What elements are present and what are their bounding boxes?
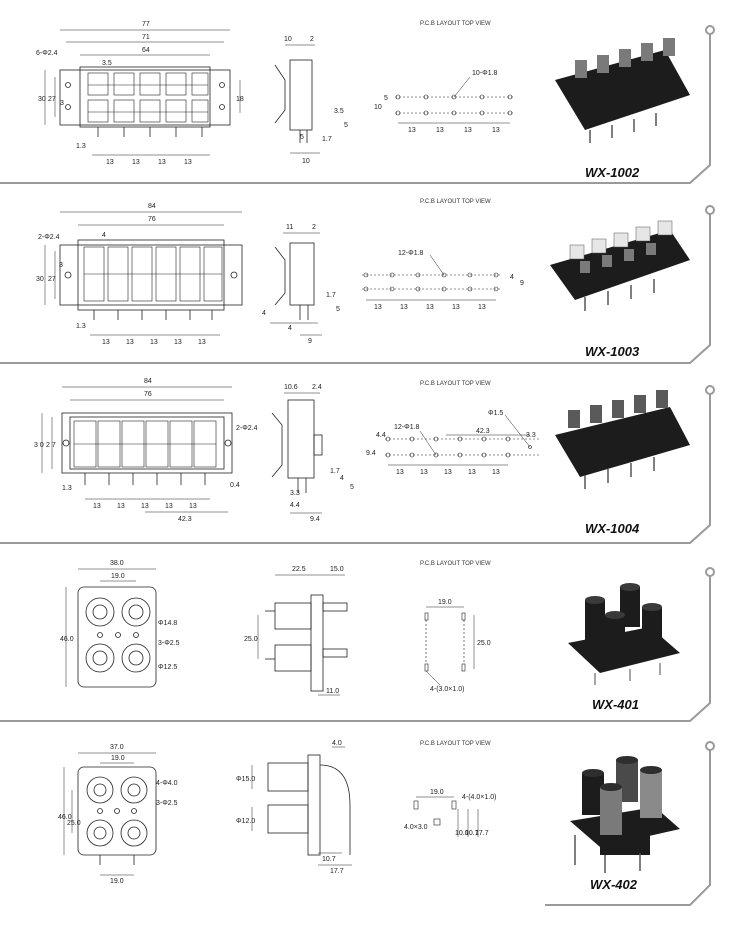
pcb-pitch: 13	[492, 127, 500, 134]
dim-side-b2: 4.4	[290, 502, 300, 509]
dim-hole: 2-Φ2.4	[236, 425, 258, 432]
wx-401-drawing	[0, 545, 730, 725]
section-wx-402	[0, 725, 730, 905]
pcb-width: 19.0	[438, 599, 452, 606]
pcb-layout-header: P.C.B LAYOUT TOP VIEW	[420, 199, 491, 205]
dim-side-top1: 10	[284, 36, 292, 43]
dim-side-height: 25.0	[244, 636, 258, 643]
pcb-layout-header: P.C.B LAYOUT TOP VIEW	[420, 21, 491, 27]
pcb-pitch: 13	[420, 469, 428, 476]
wx-1003-drawing	[0, 185, 730, 365]
dim-pitch: 13	[93, 503, 101, 510]
product-photo	[555, 390, 690, 489]
wx-1004-drawing	[0, 365, 730, 545]
dim-pitch: 13	[126, 339, 134, 346]
pcb-v3: 3.3	[526, 432, 536, 439]
pcb-layout	[395, 77, 515, 123]
side-view	[258, 575, 347, 695]
product-photo	[550, 221, 690, 311]
dim-pitch: 13	[106, 159, 114, 166]
dim-diameter-2: 3-Φ2.5	[158, 640, 180, 647]
pcb-pitch: 13	[400, 304, 408, 311]
dim-pitch: 13	[189, 503, 197, 510]
dim-side-b1: 10.7	[322, 856, 336, 863]
pcb-layout-header: P.C.B LAYOUT TOP VIEW	[420, 381, 491, 387]
pcb-span: 42.3	[476, 428, 490, 435]
pcb-v1: 10.0	[455, 830, 469, 837]
model-name: WX-1003	[585, 344, 640, 359]
pcb-layout-header: P.C.B LAYOUT TOP VIEW	[420, 741, 491, 747]
section-wx-1004	[0, 365, 730, 545]
dim-pin-offset: 1.3	[76, 323, 86, 330]
dim-side-b1: 4	[262, 310, 266, 317]
pcb-pitch: 13	[464, 127, 472, 134]
dim-height-outer: 30	[36, 276, 44, 283]
dim-diameter-3: Φ12.5	[158, 664, 178, 671]
pcb-slot-spec-2: 4.0×3.0	[404, 824, 428, 831]
dim-height-outer: 30	[38, 96, 46, 103]
dim-pitch: 13	[132, 159, 140, 166]
dim-side-b3: 9.4	[310, 516, 320, 523]
dim-side-r1: 1.7	[326, 292, 336, 299]
dim-small: 3.5	[102, 60, 112, 67]
pcb-pitch: 13	[492, 469, 500, 476]
pcb-slot-spec: 4-(3.0×1.0)	[430, 686, 465, 693]
dim-side-d1: Φ15.0	[236, 776, 256, 783]
pcb-pitch: 13	[436, 127, 444, 134]
dim-width-inner: 19.0	[111, 573, 125, 580]
pcb-layout	[362, 255, 502, 300]
dim-height-small: 3	[59, 262, 63, 269]
pcb-hole-spec: 10-Φ1.8	[472, 70, 498, 77]
dim-side-r1: 1.7	[330, 468, 340, 475]
pcb-v1: 4	[510, 274, 514, 281]
pcb-hole-spec: 12-Φ1.8	[398, 250, 424, 257]
pcb-v1: 5	[384, 95, 388, 102]
front-view	[42, 387, 232, 512]
dim-pitch: 13	[184, 159, 192, 166]
wx-402-drawing	[0, 725, 730, 925]
dim-width-inner: 19.0	[111, 755, 125, 762]
section-wx-401	[0, 545, 730, 725]
side-view	[270, 233, 322, 335]
dim-side-r2: 4	[340, 475, 344, 482]
dim-pitch: 13	[117, 503, 125, 510]
section-wx-1002	[0, 5, 730, 185]
dim-side-r2: 5	[336, 306, 340, 313]
dim-side-d2: Φ12.0	[236, 818, 256, 825]
section-wx-1003	[0, 185, 730, 365]
dim-pitch: 13	[198, 339, 206, 346]
model-name: WX-1004	[585, 521, 640, 536]
dim-height-outer: 46.0	[58, 814, 72, 821]
dim-side-r3: 5	[350, 484, 354, 491]
pcb-pitch: 13	[468, 469, 476, 476]
dim-pitch: 13	[141, 503, 149, 510]
product-photo	[568, 583, 680, 685]
dim-overall-width: 77	[142, 21, 150, 28]
dim-height-inner: 25.0	[67, 820, 81, 827]
dim-diameter-2: 3-Φ2.5	[156, 800, 178, 807]
dim-side-b1: 5	[300, 134, 304, 141]
dim-side-b2: 1.7	[322, 136, 332, 143]
dim-side-top2: 2	[310, 36, 314, 43]
pcb-pitch: 13	[374, 304, 382, 311]
dim-pitch: 13	[165, 503, 173, 510]
dim-height-small: 3	[60, 100, 64, 107]
dim-inner-width: 64	[142, 47, 150, 54]
pcb-v2: 10.7	[465, 830, 479, 837]
dim-pitch: 13	[158, 159, 166, 166]
front-view	[45, 212, 242, 335]
dim-side-r2: 5	[344, 122, 348, 129]
front-view	[66, 569, 156, 687]
pcb-pitch: 13	[396, 469, 404, 476]
pcb-pitch: 13	[478, 304, 486, 311]
dim-side-top1: 22.5	[292, 566, 306, 573]
pcb-v1: 4.4	[376, 432, 386, 439]
dim-diameter-1: Φ14.8	[158, 620, 178, 627]
dim-height-mid: 27	[48, 96, 56, 103]
dim-height-outer: 3 0	[34, 442, 44, 449]
dim-side-offset: 0.4	[230, 482, 240, 489]
model-name: WX-401	[592, 697, 639, 712]
dim-mid-width: 76	[148, 216, 156, 223]
dim-diameter-1: 4-Φ4.0	[156, 780, 178, 787]
pcb-pitch: 13	[426, 304, 434, 311]
dim-pin-offset: 1.3	[76, 143, 86, 150]
dim-mid-width: 76	[144, 391, 152, 398]
wx-1002-drawing	[0, 5, 730, 185]
product-photo	[555, 38, 690, 143]
dim-height-right: 18	[236, 96, 244, 103]
dim-side-b2: 4	[288, 325, 292, 332]
dim-pitch: 13	[102, 339, 110, 346]
dim-side-top2: 2	[312, 224, 316, 231]
model-name: WX-1002	[585, 165, 640, 180]
pcb-slot-spec: 4-(4.0×1.0)	[462, 794, 497, 801]
model-name: WX-402	[590, 877, 637, 892]
side-view	[252, 747, 352, 865]
dim-pitch: 13	[174, 339, 182, 346]
dim-height-mid: 2 7	[46, 442, 56, 449]
dim-side-top1: 10.6	[284, 384, 298, 391]
dim-height-mid: 27	[48, 276, 56, 283]
dim-side-top: 4.0	[332, 740, 342, 747]
dim-height-outer: 46.0	[60, 636, 74, 643]
dim-hole: 2-Φ2.4	[38, 234, 60, 241]
pcb-hole-spec: 12-Φ1.8	[394, 424, 420, 431]
pcb-pitch: 13	[452, 304, 460, 311]
dim-width-outer: 37.0	[110, 744, 124, 751]
pcb-pitch: 13	[408, 127, 416, 134]
dim-side-bottom: 11.0	[326, 688, 340, 695]
dim-side-top2: 2.4	[312, 384, 322, 391]
pcb-layout-header: P.C.B LAYOUT TOP VIEW	[420, 561, 491, 567]
dim-side-b3: 9	[308, 338, 312, 345]
dim-side-b3: 10	[302, 158, 310, 165]
dim-pitch: 13	[150, 339, 158, 346]
dim-overall-width: 84	[148, 203, 156, 210]
front-view	[64, 753, 156, 875]
dim-hole: 6-Φ2.4	[36, 50, 58, 57]
pcb-pitch: 13	[444, 469, 452, 476]
dim-small: 4	[102, 232, 106, 239]
dim-overall-width: 84	[144, 378, 152, 385]
pcb-layout	[425, 607, 474, 685]
dim-side-r1: 3.5	[334, 108, 344, 115]
dim-side-b2: 17.7	[330, 868, 344, 875]
product-photo	[570, 756, 680, 873]
pcb-hole-spec-2: Φ1.5	[488, 410, 504, 417]
pcb-v2: 9	[520, 280, 524, 287]
pcb-v2: 10	[374, 104, 382, 111]
dim-side-top2: 15.0	[330, 566, 344, 573]
pcb-v2: 9.4	[366, 450, 376, 457]
dim-side-top1: 11	[286, 224, 294, 231]
pcb-v3: 17.7	[475, 830, 489, 837]
dim-span: 42.3	[178, 516, 192, 523]
pcb-height: 25.0	[477, 640, 491, 647]
pcb-layout	[385, 415, 540, 465]
dim-bottom: 19.0	[110, 878, 124, 885]
pcb-width: 19.0	[430, 789, 444, 796]
dim-side-b1: 3.3	[290, 490, 300, 497]
side-view	[275, 45, 320, 153]
dim-width-outer: 38.0	[110, 560, 124, 567]
dim-mid-width: 71	[142, 34, 150, 41]
dim-pin-offset: 1.3	[62, 485, 72, 492]
